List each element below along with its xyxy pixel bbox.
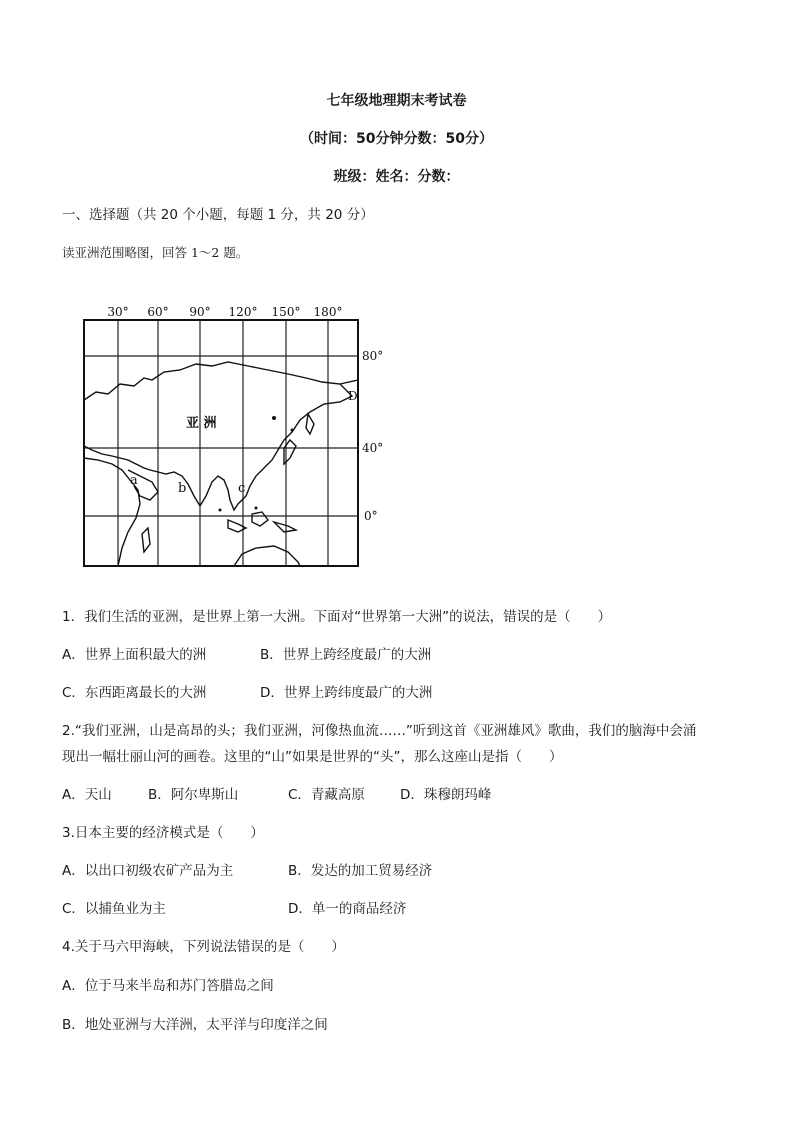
lon-label-90: 90° <box>189 305 211 319</box>
lon-label-30: 30° <box>107 305 129 319</box>
map-frame <box>84 320 358 566</box>
exam-time-line: （时间：50分钟分数：50分） <box>300 131 493 147</box>
map-letter-b: b <box>178 481 187 496</box>
question-2-option-c: C．青藏高原 <box>288 787 365 803</box>
question-1-option-b: B．世界上跨经度最广的大洲 <box>260 647 432 663</box>
asia-map-figure <box>78 300 394 580</box>
coastlines <box>84 362 358 566</box>
lat-label-0: 0° <box>364 509 378 523</box>
question-2-option-d: D．珠穆朗玛峰 <box>400 787 492 803</box>
lon-label-180: 180° <box>313 305 343 319</box>
question-3-option-d: D．单一的商品经济 <box>288 901 407 917</box>
student-info-line: 班级：姓名：分数： <box>333 169 460 185</box>
lon-label-60: 60° <box>147 305 169 319</box>
map-intro: 读亚洲范围略图，回答 1～2 题。 <box>62 245 249 260</box>
continent-label: 亚 洲 <box>186 416 217 431</box>
question-3-option-c: C．以捕鱼业为主 <box>62 901 166 917</box>
question-2-option-a: A．天山 <box>62 787 112 803</box>
question-2-stem-line-2: 现出一幅壮丽山河的画卷。这里的“山”如果是世界的“头”，那么这座山是指（ ） <box>62 749 563 765</box>
page-title: 七年级地理期末考试卷 <box>326 93 467 109</box>
question-1-stem: 1．我们生活的亚洲，是世界上第一大洲。下面对“世界第一大洲”的说法，错误的是（ ） <box>62 609 612 625</box>
question-4-stem: 4.关于马六甲海峡，下列说法错误的是（ ） <box>62 939 345 955</box>
question-2-option-b: B．阿尔卑斯山 <box>148 787 239 803</box>
question-1-option-d: D．世界上跨纬度最广的大洲 <box>260 685 433 701</box>
question-1-option-a: A．世界上面积最大的洲 <box>62 647 207 663</box>
question-3-option-a: A．以出口初级农矿产品为主 <box>62 863 234 879</box>
question-1-option-c: C．东西距离最长的大洲 <box>62 685 207 701</box>
lat-label-80: 80° <box>362 349 384 363</box>
question-3-option-b: B．发达的加工贸易经济 <box>288 863 433 879</box>
question-4-option-a: A．位于马来半岛和苏门答腊岛之间 <box>62 978 274 994</box>
question-3-stem: 3.日本主要的经济模式是（ ） <box>62 825 264 841</box>
question-4-option-b: B．地处亚洲与大洋洲，太平洋与印度洋之间 <box>62 1017 328 1033</box>
map-letter-d: D <box>348 389 358 403</box>
question-2-stem-line-1: 2.“我们亚洲，山是高昂的头；我们亚洲，河像热血流……”听到这首《亚洲雄风》歌曲，我们的脑海中会涌 <box>62 723 697 739</box>
map-grid <box>84 320 358 566</box>
section-heading: 一、选择题（共 20 个小题，每题 1 分，共 20 分） <box>62 207 374 223</box>
map-letter-c: c <box>238 481 246 496</box>
lon-label-150: 150° <box>271 305 301 319</box>
map-letter-a: a <box>130 473 138 488</box>
lon-label-120: 120° <box>228 305 258 319</box>
lat-label-40: 40° <box>362 441 384 455</box>
